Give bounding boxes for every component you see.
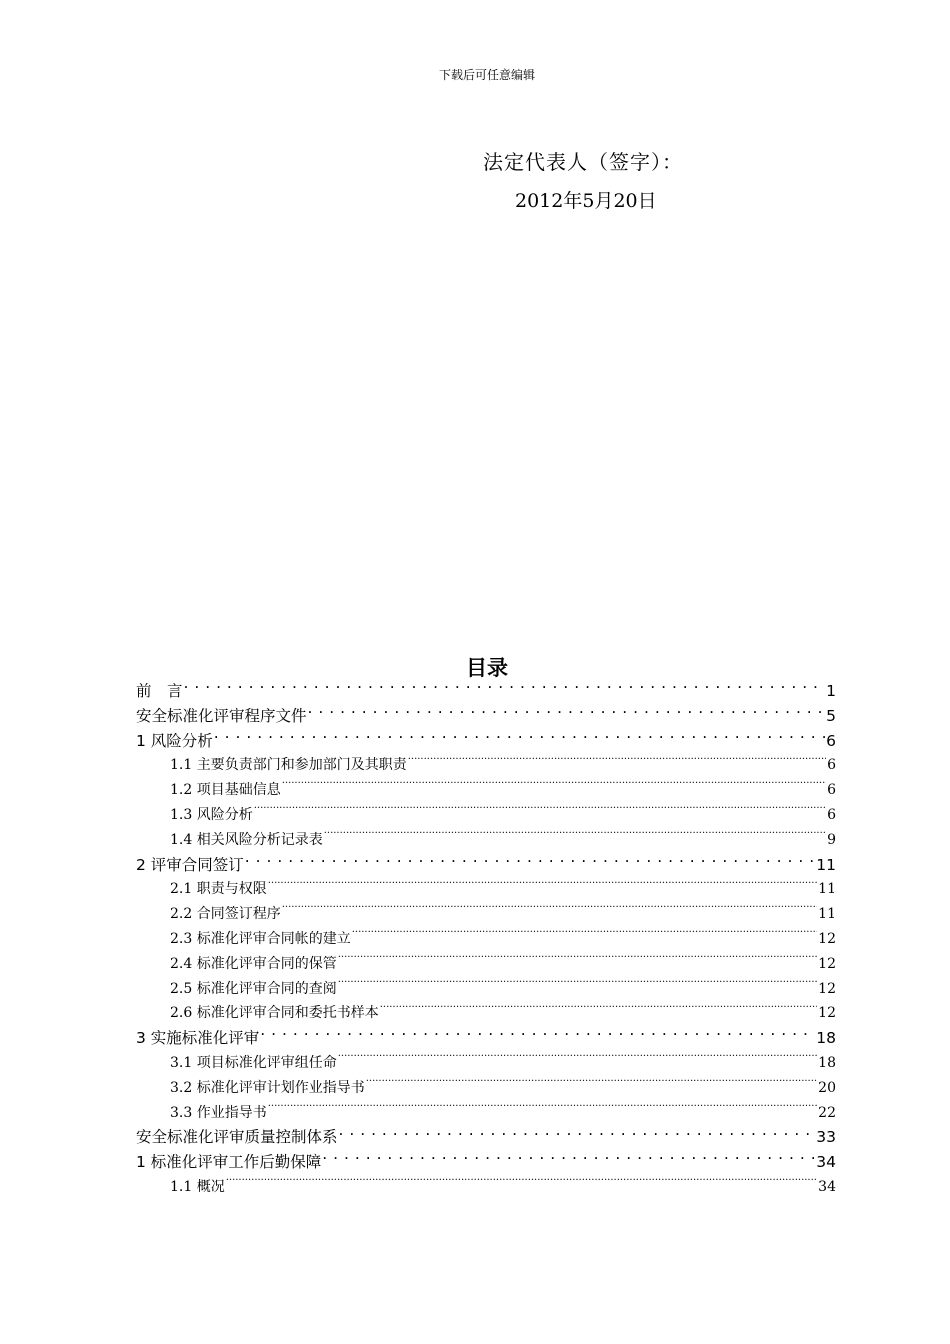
toc-entry-page: 9 bbox=[827, 831, 836, 848]
toc-dot-leader bbox=[338, 1053, 817, 1067]
toc-entry[interactable] bbox=[136, 803, 836, 828]
toc-entry[interactable] bbox=[136, 1175, 836, 1200]
toc-dot-leader bbox=[339, 1127, 816, 1143]
toc-entry-label: 1.3 风险分析 bbox=[170, 806, 253, 823]
toc-dot-leader bbox=[282, 780, 826, 794]
toc-dot-leader bbox=[254, 805, 826, 819]
toc-entry-page: 18 bbox=[818, 1054, 836, 1071]
toc-entry-label: 3.3 作业指导书 bbox=[170, 1104, 267, 1121]
toc-entry-label: 2.1 职责与权限 bbox=[170, 881, 267, 898]
toc-entry[interactable] bbox=[136, 753, 836, 778]
toc-entry-label: 1.1 概况 bbox=[170, 1178, 225, 1195]
toc-entry[interactable] bbox=[136, 1001, 836, 1026]
toc-entry-page: 20 bbox=[818, 1079, 836, 1096]
toc-dot-leader bbox=[268, 879, 817, 893]
toc-entry[interactable] bbox=[136, 853, 836, 878]
toc-entry-page: 34 bbox=[816, 1153, 836, 1172]
toc-entry-label: 2.5 标准化评审合同的查阅 bbox=[170, 980, 337, 997]
toc-entry[interactable] bbox=[136, 877, 836, 902]
toc-entry[interactable] bbox=[136, 828, 836, 853]
toc-dot-leader bbox=[408, 755, 826, 769]
toc-entry[interactable] bbox=[136, 1150, 836, 1175]
toc-entry-label: 1 标准化评审工作后勤保障 bbox=[136, 1153, 322, 1172]
toc-entry-label: 安全标准化评审程序文件 bbox=[136, 706, 307, 725]
toc-dot-leader bbox=[338, 979, 817, 993]
toc-entry-page: 11 bbox=[818, 906, 836, 923]
toc-entry-page: 1 bbox=[826, 682, 836, 700]
toc-entry-page: 18 bbox=[816, 1029, 836, 1048]
signature-date: 2012年5月20日 bbox=[515, 190, 657, 212]
toc-entry-page: 12 bbox=[818, 930, 836, 947]
toc-dot-leader bbox=[308, 705, 826, 721]
toc-entry-label: 安全标准化评审质量控制体系 bbox=[136, 1128, 338, 1147]
toc-dot-leader bbox=[380, 1003, 817, 1017]
toc-entry-page: 11 bbox=[818, 881, 836, 898]
toc-entry[interactable] bbox=[136, 952, 836, 977]
toc-dot-leader bbox=[322, 1152, 815, 1168]
toc-entry-page: 5 bbox=[826, 706, 836, 725]
toc-entry[interactable] bbox=[136, 778, 836, 803]
toc-dot-leader bbox=[366, 1078, 817, 1092]
toc-entry[interactable] bbox=[136, 679, 836, 704]
toc-dot-leader bbox=[260, 1028, 815, 1044]
toc-dot-leader bbox=[226, 1177, 817, 1191]
toc-entry-label: 2.6 标准化评审合同和委托书样本 bbox=[170, 1005, 379, 1022]
toc-entry-label: 1 风险分析 bbox=[136, 731, 213, 750]
toc-entry[interactable] bbox=[136, 927, 836, 952]
toc-entry-label: 1.2 项目基础信息 bbox=[170, 782, 281, 799]
toc-entry[interactable] bbox=[136, 704, 836, 729]
toc-entry-label: 2.2 合同签订程序 bbox=[170, 906, 281, 923]
toc-entry-page: 12 bbox=[818, 955, 836, 972]
toc-entry-label: 2.3 标准化评审合同帐的建立 bbox=[170, 930, 351, 947]
toc-entry-label: 2.4 标准化评审合同的保管 bbox=[170, 955, 337, 972]
toc-dot-leader bbox=[184, 681, 826, 697]
toc-entry-label: 1.1 主要负责部门和参加部门及其职责 bbox=[170, 757, 407, 774]
toc-entry[interactable] bbox=[136, 1051, 836, 1076]
toc-entry-page: 6 bbox=[827, 782, 836, 799]
toc-entry-label: 1.4 相关风险分析记录表 bbox=[170, 831, 323, 848]
toc-entry-page: 11 bbox=[816, 855, 836, 874]
toc-entry-label: 3.2 标准化评审计划作业指导书 bbox=[170, 1079, 365, 1096]
toc-title: 目录 bbox=[466, 656, 508, 680]
toc-entry-label: 3 实施标准化评审 bbox=[136, 1029, 260, 1048]
toc-entry-page: 6 bbox=[827, 757, 836, 774]
toc-dot-leader bbox=[282, 904, 817, 918]
toc-entry-page: 6 bbox=[826, 731, 836, 750]
toc-entry[interactable] bbox=[136, 729, 836, 754]
table-of-contents bbox=[136, 679, 836, 1200]
toc-entry[interactable] bbox=[136, 902, 836, 927]
toc-dot-leader bbox=[268, 1103, 817, 1117]
toc-entry-page: 33 bbox=[816, 1128, 836, 1147]
toc-entry[interactable] bbox=[136, 1026, 836, 1051]
toc-entry-page: 12 bbox=[818, 980, 836, 997]
toc-entry-page: 12 bbox=[818, 1005, 836, 1022]
toc-dot-leader bbox=[324, 830, 826, 844]
toc-entry-page: 6 bbox=[827, 806, 836, 823]
toc-entry[interactable] bbox=[136, 1101, 836, 1126]
toc-dot-leader bbox=[245, 854, 815, 870]
signature-line: 法定代表人（签字）： bbox=[483, 150, 683, 174]
toc-entry-label: 3.1 项目标准化评审组任命 bbox=[170, 1054, 337, 1071]
toc-dot-leader bbox=[352, 929, 817, 943]
toc-entry-label: 前 言 bbox=[136, 682, 183, 700]
toc-dot-leader bbox=[338, 954, 817, 968]
toc-entry[interactable] bbox=[136, 977, 836, 1002]
toc-entry-page: 22 bbox=[818, 1104, 836, 1121]
toc-entry[interactable] bbox=[136, 1076, 836, 1101]
header-note: 下载后可任意编辑 bbox=[438, 68, 535, 82]
toc-entry-page: 34 bbox=[818, 1178, 836, 1195]
toc-entry-label: 2 评审合同签订 bbox=[136, 855, 244, 874]
toc-entry[interactable] bbox=[136, 1125, 836, 1150]
toc-dot-leader bbox=[214, 730, 825, 746]
